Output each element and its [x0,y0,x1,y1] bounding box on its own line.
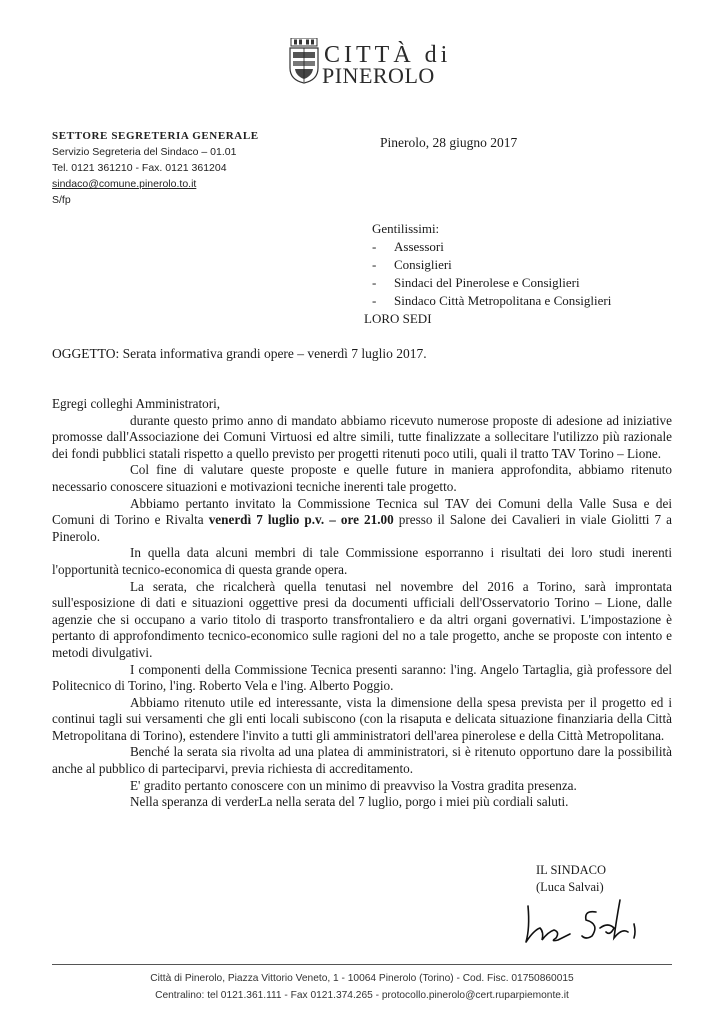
recipient-item: - Consiglieri [372,256,611,274]
sender-service: Servizio Segreteria del Sindaco – 01.01 [52,146,237,158]
city-label-top: CITTÀ di [324,42,452,68]
signature-name: (Luca Salvai) [536,880,604,894]
sender-reference: S/fp [52,194,71,206]
body-text: Abbiamo pertanto invitato la Commissione Tecnica sul TAV dei Comuni della Valle Susa e dei Comuni di Torino e Rivalta [52,495,672,528]
body-paragraph: Abbiamo ritenuto utile ed interessante, vista la dimensione della spesa prevista per il progetto ed i continui tagli sui versamenti che gli enti locali subiscono (con la risaputa e delicata situazione finanziaria della Città Metropolitana di Torino), estendere l'invito a tutti gli amministratori dell'area pinerolese e della Città Metropolitana. [52,694,672,743]
footer-contacts: Centralino: tel 0121.361.111 - Fax 0121.374.265 - protocollo.pinerolo@cert.ruparpiemonte.it [155,990,569,1001]
letter-date: Pinerolo, 28 giugno 2017 [380,135,518,150]
body-paragraph: durante questo primo anno di mandato abbiamo ricevuto numerose proposte di adesione ad iniziative promosse dall'Associazione dei Comuni Virtuosi ed altre simili, tutte finalizzate a sollecitare l'utilizzo più razionale dei fondi pubblici statali rispetto a quello previsto per progetti ritenuti poco utili, quali il tratto TAV Torino – Lione. [52,412,672,461]
body-paragraph: Col fine di valutare queste proposte e quelle future in maniera approfondita, abbiamo ritenuto necessario conoscere situazioni e motivazioni tecniche inerenti tale progetto. [52,462,672,494]
sender-block [52,128,259,208]
body-paragraph: I componenti della Commissione Tecnica presenti saranno: l'ing. Angelo Tartaglia, già professore del Politecnico di Torino, l'ing. Roberto Vela e l'ing. Alberto Poggio. [52,661,672,694]
letter-subject: OGGETTO: Serata informativa grandi opere – venerdì 7 luglio 2017. [52,346,427,361]
body-paragraph: E' gradito pertanto conoscere con un minimo di preavviso la Vostra gradita presenza. [130,777,577,793]
sender-phone-fax: Tel. 0121 361210 - Fax. 0121 361204 [52,162,227,174]
sender-department: SETTORE SEGRETERIA GENERALE [52,130,259,142]
recipient-item: - Sindaco Città Metropolitana e Consiglieri [372,292,611,310]
event-datetime: venerdì 7 luglio p.v. – ore 21.00 [208,512,394,528]
city-crest-icon [288,38,320,84]
footer-divider [52,964,672,965]
recipient-item: - Assessori [372,238,611,256]
recipients-greeting: Gentilissimi: [372,221,440,236]
city-name: PINEROLO [322,63,435,88]
body-text: presso il Salone dei Cavalieri in viale Giolitti 7 a Pinerolo. [52,512,672,544]
signature-block [536,862,606,896]
salutation: Egregi colleghi Amministratori, [52,396,221,411]
footer [52,970,672,1004]
handwritten-signature-icon [510,898,660,946]
body-paragraph: La serata, che ricalcherà quella tenutasi nel novembre del 2016 a Torino, sarà improntata sull'esposizione di dati e situazioni oggettive presi da documenti ufficiali dell'Osservatorio Torino – Lione, dalle agenzie che si occupano a vario titolo di trasporto transfrontaliero e da altri organi governativi. L'impostazione è pertanto di approfondimento tecnico-economico sulle ragioni del no a tale progetto, anche se proposte con intento e metodi divulgativi. [52,578,672,660]
footer-address: Città di Pinerolo, Piazza Vittorio Veneto, 1 - 10064 Pinerolo (Torino) - Cod. Fisc. 01750860015 [150,973,574,984]
recipients-block [364,220,612,328]
body-paragraph: In quella data alcuni membri di tale Commissione esporranno i risultati dei loro studi inerenti l'opportunità tecnico-economica di questa grande opera. [52,545,672,577]
signature-title: IL SINDACO [536,863,607,877]
body-paragraph [52,496,672,546]
letter-body [52,396,672,811]
recipient-item: - Sindaci del Pinerolese e Consiglieri [372,274,611,292]
body-paragraph: Benché la serata sia rivolta ad una platea di amministratori, si è ritenuto opportuno dare la possibilità anche al pubblico di parteciparvi, previa richiesta di accreditamento. [52,744,672,777]
recipients-closing: LORO SEDI [364,311,432,326]
sender-email-link[interactable]: sindaco@comune.pinerolo.to.it [52,178,197,190]
body-paragraph: Nella speranza di verderLa nella serata del 7 luglio, porgo i miei più cordiali saluti. [130,794,569,810]
